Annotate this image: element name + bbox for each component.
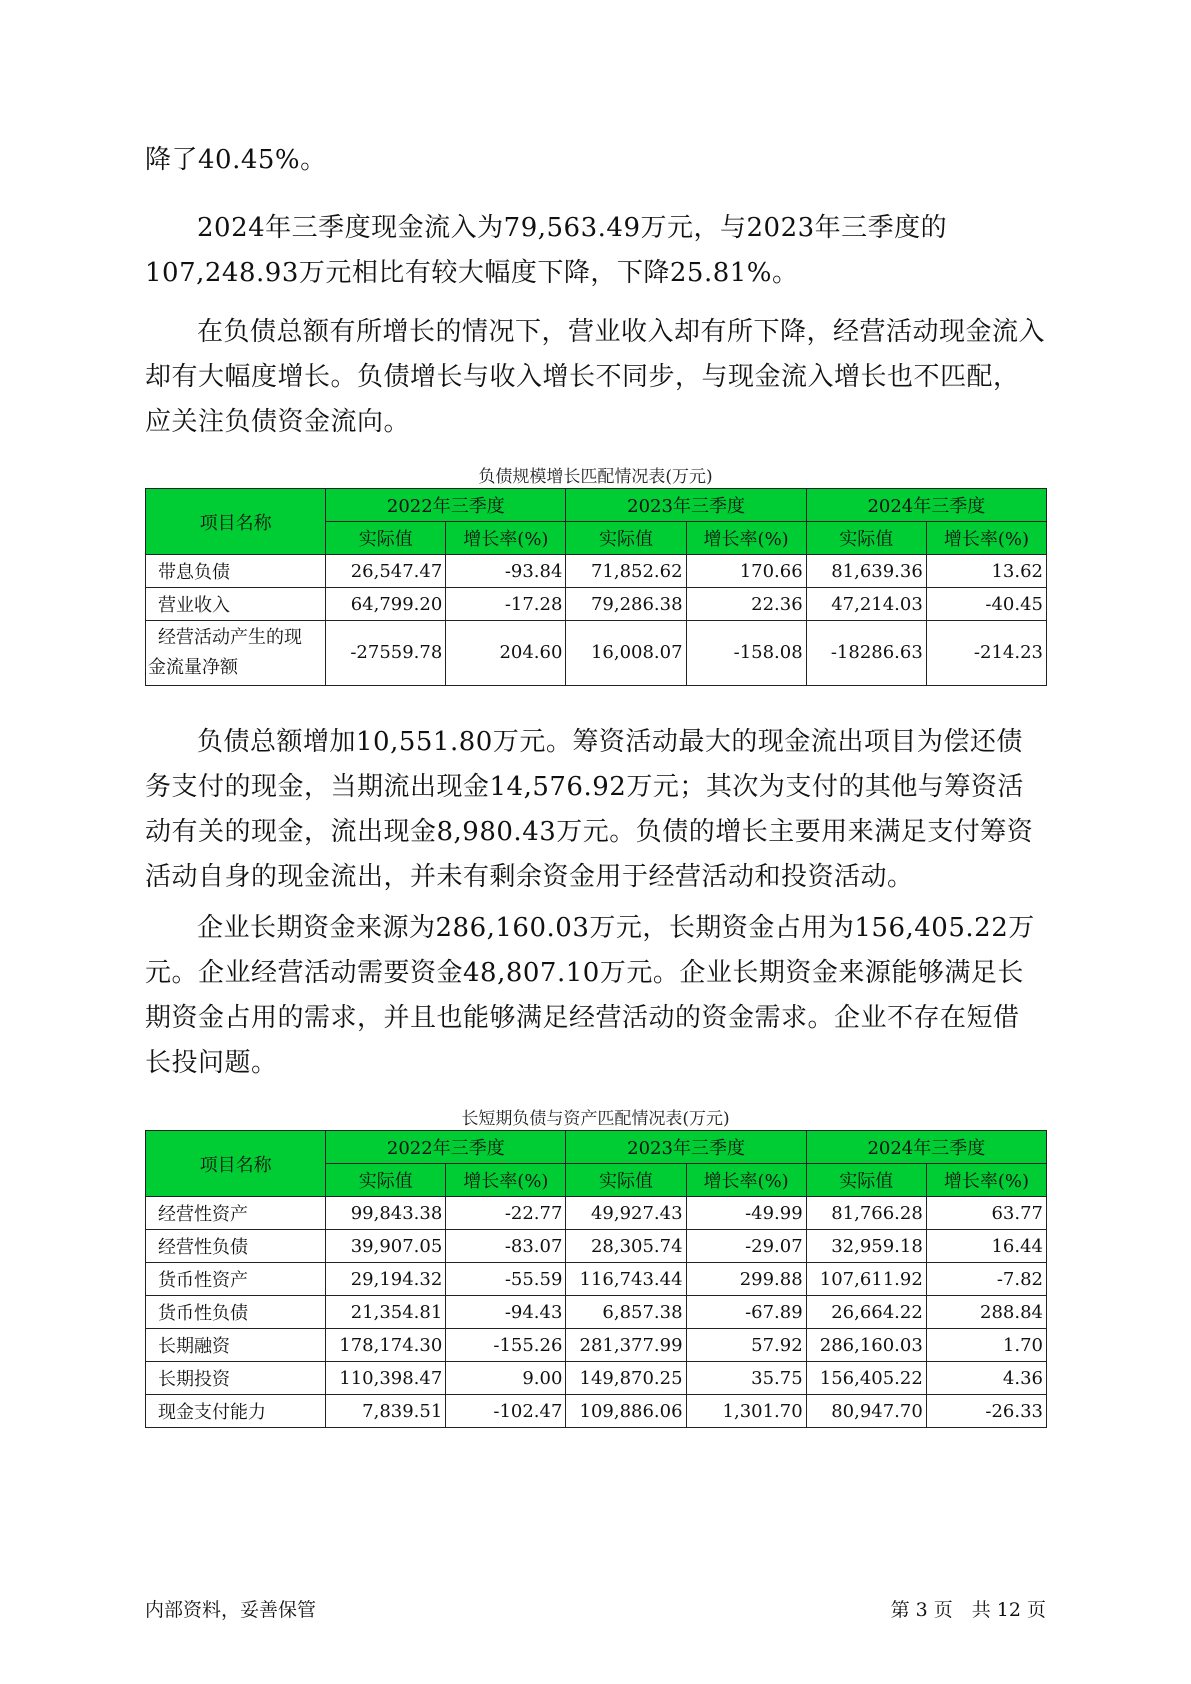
paragraph-cash-inflow: 2024年三季度现金流入为79,563.49万元，与2023年三季度的107,248.93万元相比有较大幅度下降，下降25.81%。 [145, 213, 948, 288]
cell-value: 170.66 [686, 555, 806, 588]
footer-confidential: 内部资料，妥善保管 [145, 1599, 317, 1621]
cell-value: 281,377.99 [566, 1329, 686, 1362]
cell-value: -214.23 [926, 621, 1046, 686]
table-row [146, 1395, 1047, 1428]
cell-value: 4.36 [926, 1362, 1046, 1395]
header-actual: 实际值 [326, 522, 446, 555]
cell-value: 286,160.03 [806, 1329, 926, 1362]
cell-value: 81,639.36 [806, 555, 926, 588]
table-row [146, 1230, 1047, 1263]
cell-value: 39,907.05 [326, 1230, 446, 1263]
cell-value: 299.88 [686, 1263, 806, 1296]
cell-value: 28,305.74 [566, 1230, 686, 1263]
table-row [146, 1197, 1047, 1230]
row-label: 营业收入 [146, 588, 326, 621]
cell-value: 64,799.20 [326, 588, 446, 621]
cell-value: 81,766.28 [806, 1197, 926, 1230]
row-label: 经营性资产 [146, 1197, 326, 1230]
cell-value: 57.92 [686, 1329, 806, 1362]
header-period: 2022年三季度 [326, 1131, 566, 1164]
header-period: 2023年三季度 [566, 489, 806, 522]
debt-scale-table [145, 488, 1047, 686]
cell-value: 109,886.06 [566, 1395, 686, 1428]
header-actual: 实际值 [806, 522, 926, 555]
header-growth: 增长率(%) [686, 1164, 806, 1197]
header-growth: 增长率(%) [446, 522, 566, 555]
cell-value: -83.07 [446, 1230, 566, 1263]
table-row [146, 1329, 1047, 1362]
row-label: 长期融资 [146, 1329, 326, 1362]
table2-caption: 长短期负债与资产匹配情况表(万元) [461, 1109, 730, 1129]
cell-value: 99,843.38 [326, 1197, 446, 1230]
paragraph-debt-growth: 在负债总额有所增长的情况下，营业收入却有所下降，经营活动现金流入却有大幅度增长。负债增长与收入增长不同步，与现金流入增长也不匹配，应关注负债资金流向。 [145, 317, 1046, 437]
cell-value: 32,959.18 [806, 1230, 926, 1263]
cell-value: 47,214.03 [806, 588, 926, 621]
header-growth: 增长率(%) [446, 1164, 566, 1197]
cell-value: -17.28 [446, 588, 566, 621]
cell-value: 16.44 [926, 1230, 1046, 1263]
cell-value: 149,870.25 [566, 1362, 686, 1395]
header-period: 2024年三季度 [806, 1131, 1046, 1164]
cell-value: -18286.63 [806, 621, 926, 686]
cell-value: 29,194.32 [326, 1263, 446, 1296]
row-label-line2: 金流量净额 [148, 657, 238, 678]
cell-value: 107,611.92 [806, 1263, 926, 1296]
header-item-name: 项目名称 [146, 1131, 326, 1197]
row-label: 长期投资 [146, 1362, 326, 1395]
cell-value: 26,664.22 [806, 1296, 926, 1329]
table-row [146, 621, 1047, 686]
header-period: 2024年三季度 [806, 489, 1046, 522]
cell-value: 204.60 [446, 621, 566, 686]
cell-value: -27559.78 [326, 621, 446, 686]
cell-value: 9.00 [446, 1362, 566, 1395]
cell-value: 35.75 [686, 1362, 806, 1395]
cell-value: -93.84 [446, 555, 566, 588]
cell-value: 80,947.70 [806, 1395, 926, 1428]
cell-value: 13.62 [926, 555, 1046, 588]
cell-value: 22.36 [686, 588, 806, 621]
cell-value: -29.07 [686, 1230, 806, 1263]
header-growth: 增长率(%) [926, 522, 1046, 555]
cell-value: -7.82 [926, 1263, 1046, 1296]
cell-value: -94.43 [446, 1296, 566, 1329]
cell-value: 16,008.07 [566, 621, 686, 686]
table-header-row [146, 1131, 1047, 1164]
cell-value: 156,405.22 [806, 1362, 926, 1395]
header-period: 2022年三季度 [326, 489, 566, 522]
cell-value: 79,286.38 [566, 588, 686, 621]
cell-value: 1,301.70 [686, 1395, 806, 1428]
cell-value: -55.59 [446, 1263, 566, 1296]
table-header-row [146, 489, 1047, 522]
cell-value: -26.33 [926, 1395, 1046, 1428]
cell-value: 6,857.38 [566, 1296, 686, 1329]
cell-value: -22.77 [446, 1197, 566, 1230]
header-actual: 实际值 [566, 1164, 686, 1197]
table-row [146, 555, 1047, 588]
asset-liability-table [145, 1130, 1047, 1428]
paragraph-long-term-funds: 企业长期资金来源为286,160.03万元，长期资金占用为156,405.22万元。企业经营活动需要资金48,807.10万元。企业长期资金来源能够满足长期资金占用的需求，并且也能够满足经营活动的资金需求。企业不存在短借长投问题。 [145, 913, 1035, 1078]
row-label: 经营性负债 [146, 1230, 326, 1263]
cell-value: 288.84 [926, 1296, 1046, 1329]
cell-value: -102.47 [446, 1395, 566, 1428]
cell-value: -40.45 [926, 588, 1046, 621]
cell-value: -158.08 [686, 621, 806, 686]
cell-value: 26,547.47 [326, 555, 446, 588]
cell-value: 178,174.30 [326, 1329, 446, 1362]
cell-value: 49,927.43 [566, 1197, 686, 1230]
cell-value: 71,852.62 [566, 555, 686, 588]
header-period: 2023年三季度 [566, 1131, 806, 1164]
cell-value: -49.99 [686, 1197, 806, 1230]
cell-value: 116,743.44 [566, 1263, 686, 1296]
cell-value: -67.89 [686, 1296, 806, 1329]
cell-value: 21,354.81 [326, 1296, 446, 1329]
row-label: 货币性资产 [146, 1263, 326, 1296]
cell-value: -155.26 [446, 1329, 566, 1362]
footer-page-number: 第 3 页 共 12 页 [890, 1599, 1046, 1621]
table-row [146, 1263, 1047, 1296]
row-label: 货币性负债 [146, 1296, 326, 1329]
header-actual: 实际值 [566, 522, 686, 555]
header-actual: 实际值 [806, 1164, 926, 1197]
row-label: 现金支付能力 [146, 1395, 326, 1428]
table-row [146, 1362, 1047, 1395]
row-label: 带息负债 [146, 555, 326, 588]
cell-value: 7,839.51 [326, 1395, 446, 1428]
paragraph-debt-increase: 负债总额增加10,551.80万元。筹资活动最大的现金流出项目为偿还债务支付的现金，当期流出现金14,576.92万元；其次为支付的其他与筹资活动有关的现金，流出现金8,980.43万元。负债的增长主要用来满足支付筹资活动自身的现金流出，并未有剩余资金用于经营活动和投资活动。 [145, 727, 1034, 892]
paragraph-continuation: 降了40.45%。 [145, 145, 327, 175]
cell-value: 110,398.47 [326, 1362, 446, 1395]
header-growth: 增长率(%) [686, 522, 806, 555]
cell-value: 63.77 [926, 1197, 1046, 1230]
row-label [146, 621, 326, 686]
table-row [146, 1296, 1047, 1329]
table1-caption: 负债规模增长匹配情况表(万元) [478, 467, 713, 487]
header-actual: 实际值 [326, 1164, 446, 1197]
header-growth: 增长率(%) [926, 1164, 1046, 1197]
cell-value: 1.70 [926, 1329, 1046, 1362]
table-row [146, 588, 1047, 621]
row-label-line1: 经营活动产生的现 [158, 627, 302, 648]
header-item-name: 项目名称 [146, 489, 326, 555]
